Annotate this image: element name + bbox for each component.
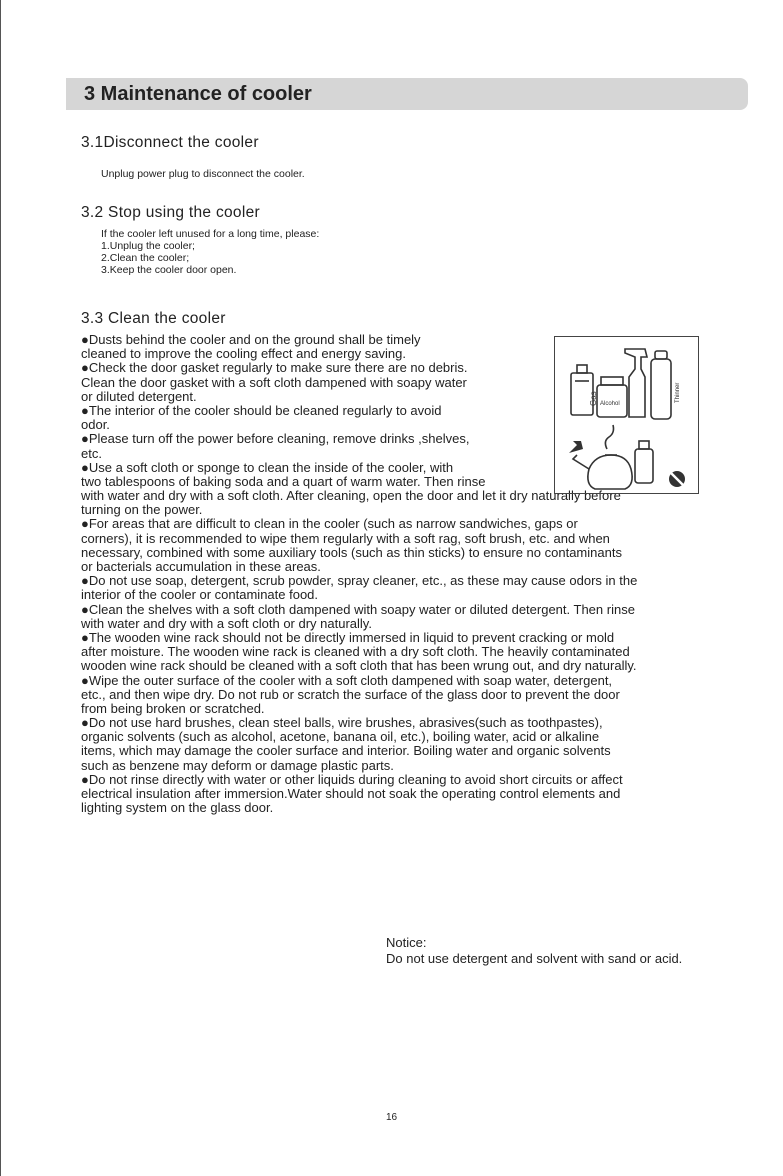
- text-line: ●The interior of the cooler should be cleaned regularly to avoid: [81, 402, 442, 418]
- text-line: ●Check the door gasket regularly to make sure there are no debris.: [81, 360, 468, 376]
- heading-stop-using: 3.2 Stop using the cooler: [81, 204, 260, 221]
- text-line: lighting system on the glass door.: [81, 800, 274, 816]
- text-line: or diluted detergent.: [81, 388, 197, 404]
- disconnect-text: Unplug power plug to disconnect the cooler.: [101, 168, 305, 180]
- list-item: If the cooler left unused for a long time, please:: [101, 228, 320, 240]
- list-item: 2.Clean the cooler;: [101, 252, 190, 264]
- text-line: ●Do not rinse directly with water or other liquids during cleaning to avoid short circuits or affect: [81, 771, 623, 787]
- text-line: ●Do not use hard brushes, clean steel balls, wire brushes, abrasives(such as toothpastes),: [81, 715, 603, 731]
- gas-label: Gas: [589, 391, 598, 406]
- text-line: with water and dry with a soft cloth or dry naturally.: [81, 615, 372, 631]
- page-number: 16: [386, 1112, 398, 1123]
- notice-title: Notice:: [386, 935, 427, 950]
- thinner-label: Thinner: [675, 382, 681, 403]
- text-line: such as benzene may deform or damage plastic parts.: [81, 757, 394, 773]
- text-line: etc.: [81, 445, 102, 461]
- text-line: turning on the power.: [81, 502, 203, 518]
- text-line: ●For areas that are difficult to clean in the cooler (such as narrow sandwiches, gaps or: [81, 516, 578, 532]
- text-line: electrical insulation after immersion.Water should not soak the operating control elements and: [81, 786, 621, 801]
- text-line: necessary, combined with some auxiliary tools (such as thin sticks) to ensure no contaminants: [81, 544, 622, 560]
- text-line: ●Wipe the outer surface of the cooler with a soft cloth dampened with soap water, detergent,: [81, 672, 613, 688]
- text-line: ●Dusts behind the cooler and on the ground shall be timely: [81, 332, 421, 347]
- text-line: cleaned to improve the cooling effect and energy saving.: [81, 346, 406, 362]
- text-line: ●Do not use soap, detergent, scrub powder, spray cleaner, etc., as these may cause odors in the: [81, 573, 638, 589]
- section-title: 3 Maintenance of cooler: [84, 83, 312, 105]
- text-line: with water and dry with a soft cloth. After cleaning, open the door and let it dry naturally before: [81, 488, 621, 504]
- text-line: odor.: [81, 417, 110, 433]
- text-line: items, which may damage the cooler surface and interior. Boiling water and organic solvents: [81, 743, 611, 759]
- alcohol-label: Alcohol: [600, 401, 620, 407]
- notice-block: [386, 935, 682, 967]
- list-item: 1.Unplug the cooler;: [101, 240, 195, 252]
- list-item: 3.Keep the cooler door open.: [101, 264, 237, 276]
- heading-clean: 3.3 Clean the cooler: [81, 310, 226, 327]
- text-line: Clean the door gasket with a soft cloth dampened with soapy water: [81, 374, 467, 390]
- text-line: ●Use a soft cloth or sponge to clean the inside of the cooler, with: [81, 459, 454, 475]
- page-left-border: [0, 0, 1, 1176]
- heading-disconnect: 3.1Disconnect the cooler: [81, 134, 259, 151]
- text-line: two tablespoons of baking soda and a quart of warm water. Then rinse: [81, 473, 486, 489]
- text-line: ●Please turn off the power before cleaning, remove drinks ,shelves,: [81, 431, 470, 447]
- text-line: organic solvents (such as alcohol, acetone, banana oil, etc.), boiling water, acid or alkaline: [81, 729, 600, 745]
- text-line: after moisture. The wooden wine rack is cleaned with a dry soft cloth. The heavily contaminated: [81, 644, 630, 660]
- text-line: interior of the cooler or contaminate food.: [81, 587, 319, 603]
- stop-using-list: [101, 228, 319, 276]
- text-line: wooden wine rack should be cleaned with a soft cloth that has been wrung out, and dry naturally.: [81, 658, 637, 674]
- text-line: or bacterials accumulation in these areas.: [81, 559, 321, 574]
- notice-text: Do not use detergent and solvent with sand or acid.: [386, 951, 683, 966]
- cleaning-products-illustration: [554, 336, 699, 494]
- cleaning-products-icon: [555, 337, 698, 493]
- text-line: ●Clean the shelves with a soft cloth dampened with soapy water or diluted detergent. Then rinse: [81, 601, 635, 617]
- text-line: etc., and then wipe dry. Do not rub or scratch the surface of the glass door to prevent the door: [81, 686, 620, 702]
- text-line: from being broken or scratched.: [81, 700, 265, 716]
- text-line: ●The wooden wine rack should not be directly immersed in liquid to prevent cracking or mold: [81, 629, 615, 645]
- text-line: corners), it is recommended to wipe them regularly with a soft rag, soft brush, etc. and when: [81, 530, 610, 546]
